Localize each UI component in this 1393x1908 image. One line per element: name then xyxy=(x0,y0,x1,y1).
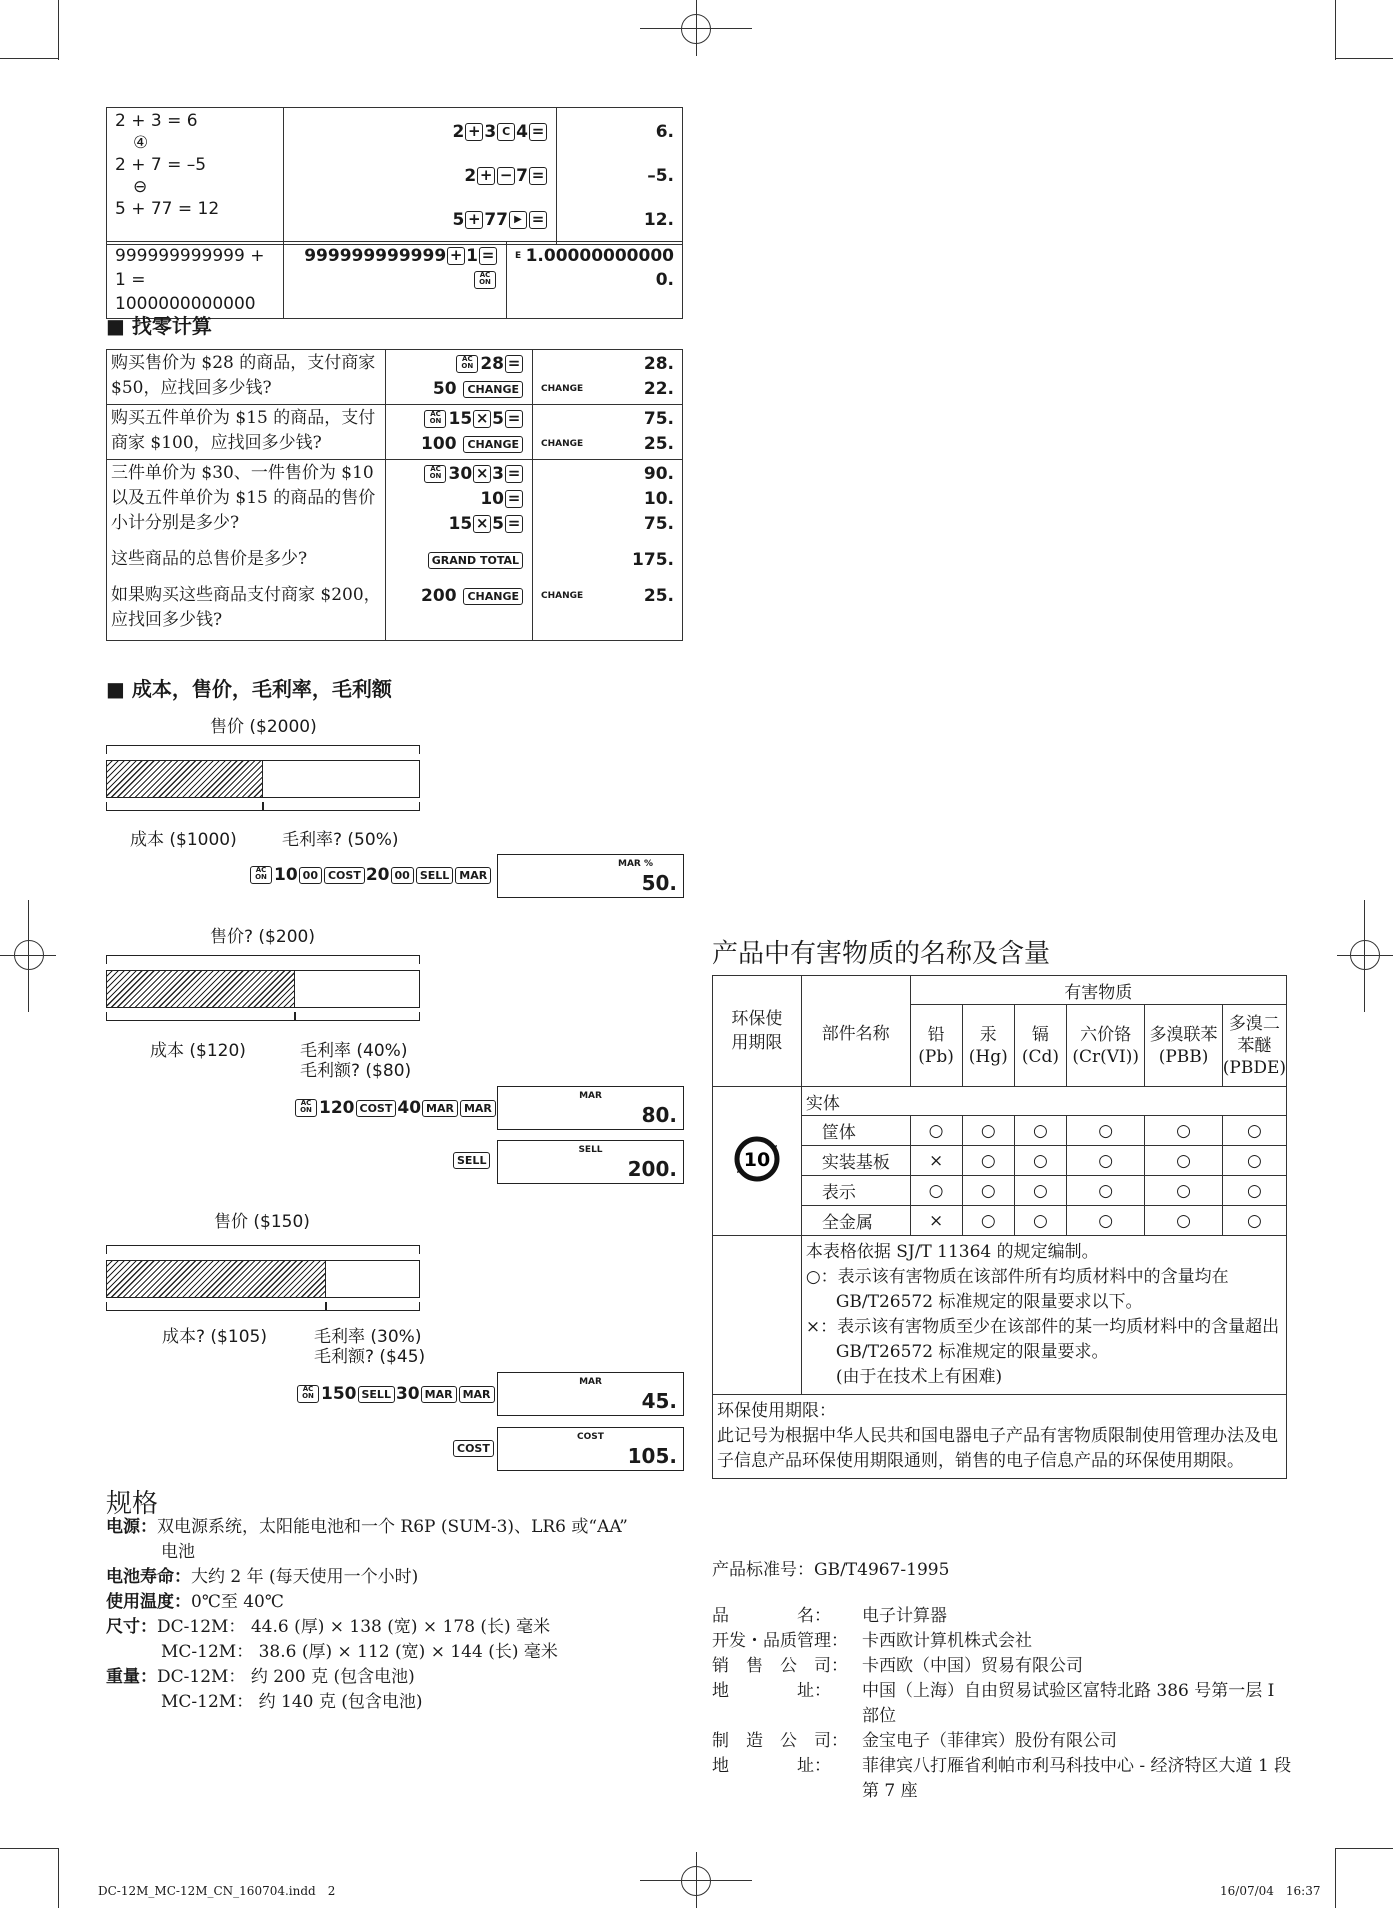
cell: ○ xyxy=(1014,1206,1066,1236)
cell: ○ xyxy=(962,1146,1014,1176)
d2-bar xyxy=(106,970,420,1008)
cell: ○ xyxy=(962,1176,1014,1206)
specs-body: 电源：双电源系统，太阳能电池和一个 R6P (SUM-3)、LR6 或“AA” 电池 电池寿命：大约 2 年 (每天使用一个小时) 使用温度：0℃至 40℃ 尺寸：DC-12M： 44.6 (厚) × 138 (宽) × 178 (长) 毫米 MC-12M： 38.6 (厚) × 112 (宽) × 144 (长) 毫米 重量：DC-12M： 约 200 克 (包含电池) MC-12M： 约 140 克 (包含电池) xyxy=(106,1517,628,1712)
change-keys-2a: AC ON 15 × 5 = xyxy=(394,407,524,432)
cell: ○ xyxy=(1222,1206,1286,1236)
calc-example-table xyxy=(106,107,683,245)
d3-display-2: COST 105. xyxy=(497,1427,684,1471)
d1-display: MAR % 50. xyxy=(497,854,684,898)
info-row: 销 售 公 司： 卡西欧（中国）贸易有限公司 xyxy=(712,1656,1083,1676)
overflow-table xyxy=(106,241,683,319)
d2-keys: AC ON 120 COST 40 MAR MAR xyxy=(295,1098,497,1118)
cell: ○ xyxy=(1145,1206,1222,1236)
overflow-disp-2: 0. xyxy=(655,270,674,290)
d1-bottom-bracket-2 xyxy=(263,802,420,811)
cell: ○ xyxy=(962,1206,1014,1236)
part-row: 筐体 xyxy=(801,1116,910,1146)
change-disp-1b: CHANGE 22. xyxy=(541,379,674,399)
d3-cost-key: COST xyxy=(452,1438,495,1457)
cell: × xyxy=(910,1206,962,1236)
change-q2: 购买五件单价为 $15 的商品，支付商家 $100，应找回多少钱? xyxy=(107,405,386,460)
d1-bottom-bracket xyxy=(106,802,263,811)
change-q5: 如果购买这些商品支付商家 $200， 应找回多少钱? xyxy=(111,585,381,630)
keys-2: 2 + − 7 = xyxy=(292,154,548,198)
change-title: ■ 找零计算 xyxy=(106,314,212,338)
change-disp-3b: 10. xyxy=(643,489,674,509)
d3-display: MAR 45. xyxy=(497,1372,684,1416)
change-keys-1b: 50 CHANGE xyxy=(394,377,524,402)
d1-cost-label: 成本 ($1000) xyxy=(130,830,237,850)
change-disp-1a: 28. xyxy=(643,354,674,374)
d3-keys: AC ON 150 SELL 30 MAR MAR xyxy=(297,1384,496,1404)
product-standard: 产品标准号：GB/T4967-1995 xyxy=(712,1560,950,1580)
col-group: 有害物质 xyxy=(910,976,1286,1005)
d2-bottom-bracket-2 xyxy=(295,1012,420,1021)
d2-rate-label: 毛利率 (40%) xyxy=(300,1041,408,1061)
d2-display: MAR 80. xyxy=(497,1086,684,1130)
cell: ○ xyxy=(1014,1146,1066,1176)
d2-display-2: SELL 200. xyxy=(497,1140,684,1184)
info-row: 地 址： 中国（上海）自由贸易试验区富特北路 386 号第一层 I 部位 xyxy=(712,1681,1275,1726)
d1-rate-label: 毛利率? (50%) xyxy=(282,830,399,850)
cell: ○ xyxy=(1145,1176,1222,1206)
change-q3: 三件单价为 $30、一件售价为 $10 以及五件单价为 $15 的商品的售价小计分别是多少? xyxy=(111,463,376,533)
change-disp-3c: 75. xyxy=(643,514,674,534)
sub-pb: 铅 (Pb) xyxy=(910,1005,962,1087)
d1-bar xyxy=(106,760,420,798)
col-part: 部件名称 xyxy=(801,976,910,1087)
change-keys-3b: 10 = xyxy=(394,487,524,512)
cell: ○ xyxy=(1222,1116,1286,1146)
ac-key: AC ON xyxy=(292,268,498,292)
d2-cost-label: 成本 ($120) xyxy=(150,1041,246,1061)
disp-2: –5. xyxy=(647,166,674,186)
product-info xyxy=(712,1604,1292,1804)
expr-1: 2 + 3 = 6 ④ xyxy=(115,111,198,153)
hazard-table xyxy=(712,975,1287,1479)
sub-pbb: 多溴联苯 (PBB) xyxy=(1145,1005,1222,1087)
d3-amount-label: 毛利额? ($45) xyxy=(314,1347,426,1367)
sub-cr: 六价铬 (Cr(VI)) xyxy=(1067,1005,1145,1087)
expr-2: 2 + 7 = –5 ⊖ xyxy=(115,155,207,197)
hazard-title: 产品中有害物质的名称及含量 xyxy=(712,939,1051,969)
cell: ○ xyxy=(1014,1116,1066,1146)
keys-3: 5 + 77 ▶ = xyxy=(292,198,548,242)
cell: ○ xyxy=(1067,1206,1145,1236)
margin-title: ■ 成本，售价，毛利率，毛利额 xyxy=(106,677,392,701)
cell: ○ xyxy=(1067,1116,1145,1146)
change-keys-3c: 15 × 5 = xyxy=(394,512,524,548)
d1-top-bracket xyxy=(106,745,420,754)
info-row: 品 名： 电子计算器 xyxy=(712,1606,947,1626)
change-disp-2b: CHANGE 25. xyxy=(541,434,674,454)
overflow-disp-1: E 1.00000000000 xyxy=(515,246,674,266)
specs-title: 规格 xyxy=(106,1489,159,1519)
d3-top-label: 售价 ($150) xyxy=(214,1212,310,1232)
period-text: 此记号为根据中华人民共和国电器电子产品有害物质限制使用管理办法及电子信息产品环保使用期限通则，销售的电子信息产品的环保使用期限。 xyxy=(717,1426,1278,1471)
change-q4: 这些商品的总售价是多少? xyxy=(111,549,308,569)
footer-date: 16/07/04 16:37 xyxy=(1220,1884,1321,1898)
keys-1: 2 + 3 C 4 = xyxy=(292,110,548,154)
note-3: ×：表示该有害物质至少在该部件的某一均质材料中的含量超出 GB/T26572 标准规定的限量要求。 xyxy=(805,1317,1280,1362)
note-2: ○：表示该有害物质在该部件所有均质材料中的含量均在 GB/T26572 标准规定的限量要求以下。 xyxy=(805,1267,1229,1312)
change-keys-3d: 200 CHANGE xyxy=(394,584,524,609)
change-keys-1a: AC ON 28 = xyxy=(394,352,524,377)
d2-top-label: 售价? ($200) xyxy=(210,927,315,947)
sub-cd: 镉 (Cd) xyxy=(1014,1005,1066,1087)
d3-bar xyxy=(106,1260,420,1298)
change-disp-3e: CHANGE 25. xyxy=(541,586,674,606)
cell: ○ xyxy=(1145,1146,1222,1176)
grand-total-key: GRAND TOTAL xyxy=(394,548,524,584)
cell: ○ xyxy=(1067,1146,1145,1176)
period-title: 环保使用期限： xyxy=(717,1401,836,1421)
d2-top-bracket xyxy=(106,955,420,964)
period-symbol xyxy=(713,1087,802,1236)
cell: × xyxy=(910,1146,962,1176)
col-period: 环保使用期限 xyxy=(713,976,802,1087)
cell: ○ xyxy=(1222,1176,1286,1206)
d3-rate-label: 毛利率 (30%) xyxy=(314,1327,422,1347)
cell: ○ xyxy=(1067,1176,1145,1206)
entity-label: 实体 xyxy=(801,1087,1286,1116)
change-disp-2a: 75. xyxy=(643,409,674,429)
disp-1: 6. xyxy=(655,122,674,142)
d3-bottom-bracket xyxy=(106,1302,326,1311)
d3-cost-label: 成本? ($105) xyxy=(162,1327,267,1347)
disp-3: 12. xyxy=(643,210,674,230)
info-row: 地 址： 菲律宾八打雁省利帕市利马科技中心 - 经济特区大道 1 段第 7 座 xyxy=(712,1756,1292,1801)
d3-bottom-bracket-2 xyxy=(326,1302,420,1311)
part-row: 表示 xyxy=(801,1176,910,1206)
d2-amount-label: 毛利额? ($80) xyxy=(300,1061,412,1081)
change-keys-3a: AC ON 30 × 3 = xyxy=(394,462,524,487)
cell: ○ xyxy=(1014,1176,1066,1206)
change-disp-3d: 175. xyxy=(632,550,674,570)
d3-top-bracket xyxy=(106,1245,420,1254)
cell: ○ xyxy=(910,1176,962,1206)
overflow-expr-2: 1000000000000 xyxy=(115,294,256,314)
expr-3: 5 + 77 = 12 xyxy=(115,199,220,219)
d2-bottom-bracket xyxy=(106,1012,295,1021)
cell: ○ xyxy=(1145,1116,1222,1146)
d1-keys: AC ON 10 00 COST 20 00 SELL MAR xyxy=(250,865,492,885)
change-disp-3a: 90. xyxy=(643,464,674,484)
overflow-keys: 999999999999 + 1 = xyxy=(292,244,498,268)
change-q1: 购买售价为 $28 的商品，支付商家 $50，应找回多少钱? xyxy=(107,350,386,405)
change-table xyxy=(106,349,683,641)
svg-text:10: 10 xyxy=(743,1148,771,1171)
sub-pbde: 多溴二苯醚 (PBDE) xyxy=(1222,1005,1286,1087)
part-row: 全金属 xyxy=(801,1206,910,1236)
part-row: 实装基板 xyxy=(801,1146,910,1176)
sub-hg: 汞 (Hg) xyxy=(962,1005,1014,1087)
recycle-10-icon xyxy=(731,1133,783,1185)
note-1: 本表格依据 SJ/T 11364 的规定编制。 xyxy=(805,1242,1099,1262)
cell: ○ xyxy=(910,1116,962,1146)
info-row: 制 造 公 司： 金宝电子（菲律宾）股份有限公司 xyxy=(712,1731,1117,1751)
cell: ○ xyxy=(962,1116,1014,1146)
d1-top-label: 售价 ($2000) xyxy=(210,717,317,737)
info-row: 开发・品质管理： 卡西欧计算机株式会社 xyxy=(712,1631,1032,1651)
cell: ○ xyxy=(1222,1146,1286,1176)
note-4: (由于在技术上有困难) xyxy=(835,1367,1003,1387)
footer-file: DC-12M_MC-12M_CN_160704.indd 2 xyxy=(98,1884,336,1898)
change-keys-2b: 100 CHANGE xyxy=(394,432,524,457)
d2-sell-key: SELL xyxy=(452,1150,491,1169)
overflow-expr-1: 999999999999 + 1 = xyxy=(115,246,265,290)
